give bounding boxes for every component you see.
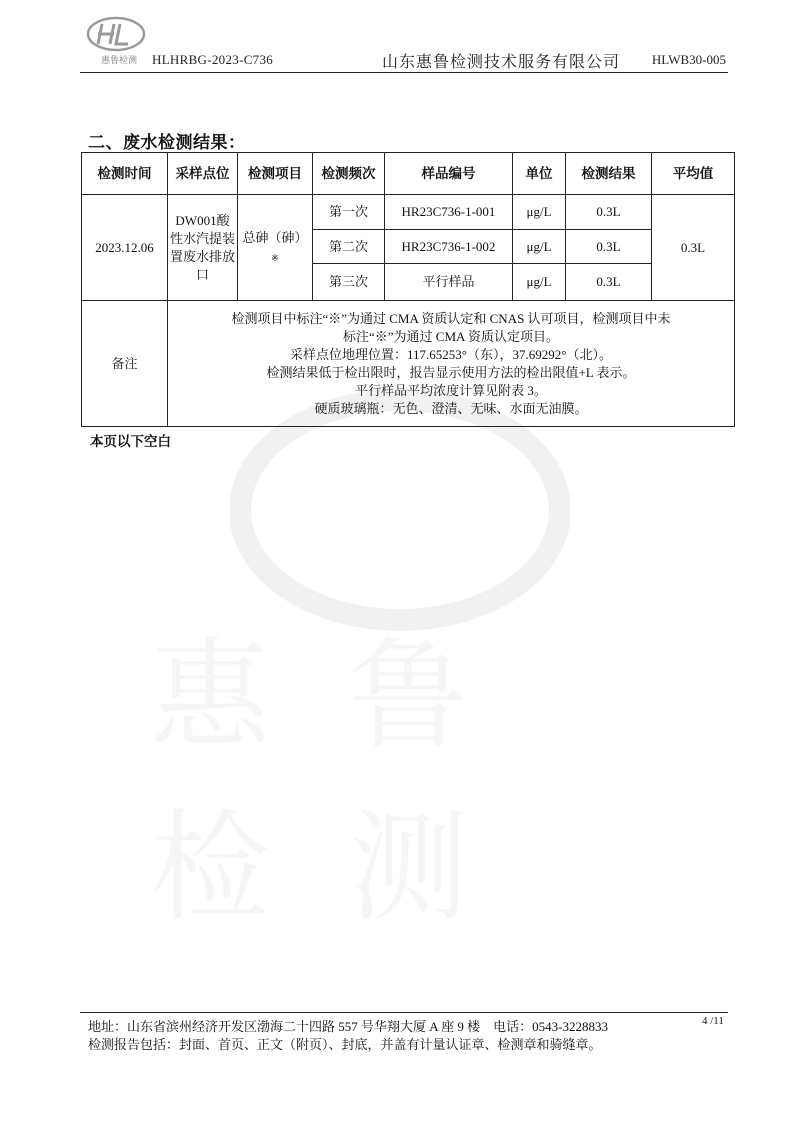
footer-divider (80, 1012, 728, 1013)
unit-cell: μg/L (513, 195, 566, 230)
result-cell: 0.3L (566, 230, 652, 264)
page-number: 4 /11 (702, 1015, 724, 1027)
header-cell: 检测结果 (566, 153, 652, 195)
note-line: 检测结果低于检出限时，报告显示使用方法的检出限值+L 表示。 (266, 364, 636, 380)
sample-id-cell: 平行样品 (385, 264, 513, 301)
notes-cell (168, 301, 735, 427)
header-cell: 采样点位 (168, 153, 238, 195)
page-header (80, 14, 728, 70)
header-divider (80, 72, 728, 73)
cma-mark: ※ (271, 252, 279, 263)
section-title: 二、废水检测结果： (88, 133, 246, 153)
frequency-cell: 第二次 (313, 230, 385, 264)
note-line: 平行样品平均浓度计算见附表 3。 (355, 382, 547, 398)
company-name: 山东惠鲁检测技术服务有限公司 (382, 54, 621, 71)
result-cell: 0.3L (566, 264, 652, 301)
table-row (82, 195, 735, 230)
header-cell: 样品编号 (385, 153, 513, 195)
frequency-cell: 第一次 (313, 195, 385, 230)
sample-id-cell: HR23C736-1-001 (385, 195, 513, 230)
note-line: 检测项目中标注“※”为通过 CMA 资质认定和 CNAS 认可项目，检测项目中未 (231, 310, 671, 326)
logo-text: 惠鲁检测 (100, 56, 137, 66)
notes-label: 备注 (82, 301, 168, 427)
note-line: 标注“※”为通过 CMA 资质认定项目。 (343, 328, 559, 344)
footer-address: 地址：山东省滨州经济开发区渤海二十四路 557 号华翔大厦 A 座 9 楼 电话：0543-3228833 (88, 1019, 609, 1034)
unit-cell: μg/L (513, 230, 566, 264)
item-text: 总砷（砷） (242, 229, 308, 245)
location-cell (168, 195, 238, 301)
wastewater-results-table (81, 152, 735, 427)
note-line: 硬质玻璃瓶：无色、澄清、无味、水面无油膜。 (314, 400, 588, 416)
document-number: HLHRBG-2023-C736 (152, 52, 274, 67)
sample-id-cell: HR23C736-1-002 (385, 230, 513, 264)
header-cell: 检测频次 (313, 153, 385, 195)
date-cell: 2023.12.06 (82, 195, 168, 301)
logo-mark-icon (84, 16, 148, 54)
form-number: HLWB30-005 (651, 52, 726, 67)
location-text: DW001酸性水汽提装置废水排放口 (170, 212, 236, 282)
frequency-cell: 第三次 (313, 264, 385, 301)
header-cell: 检测时间 (82, 153, 168, 195)
blank-page-note: 本页以下空白 (90, 434, 171, 450)
item-cell (238, 195, 313, 301)
header-cell: 检测项目 (238, 153, 313, 195)
unit-cell: μg/L (513, 264, 566, 301)
table-header-row (82, 153, 735, 195)
average-cell: 0.3L (652, 195, 735, 301)
header-cell: 单位 (513, 153, 566, 195)
result-cell: 0.3L (566, 195, 652, 230)
footer-report-includes: 检测报告包括：封面、首页、正文（附页）、封底，并盖有计量认证章、检测章和骑缝章。 (88, 1037, 602, 1052)
watermark-text (150, 600, 670, 944)
note-line: 采样点位地理位置：117.65253°（东），37.69292°（北）。 (290, 346, 612, 362)
company-logo (84, 16, 154, 68)
notes-row (82, 301, 735, 427)
header-cell: 平均值 (652, 153, 735, 195)
